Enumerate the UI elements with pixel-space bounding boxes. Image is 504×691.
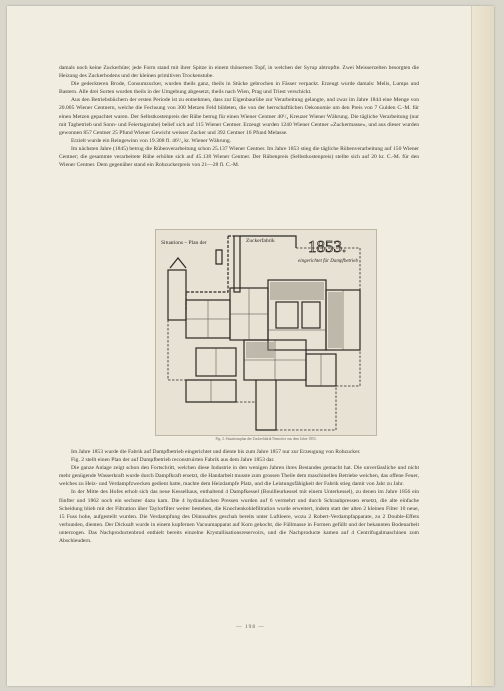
lower-text-block — [59, 448, 419, 545]
paragraph: Aus den Betriebsbüchern der ersten Periode ist zu entnehmen, dass zur Eigenbaurübe zur Verarbeitung gelangte, und zwar im Jahre 1844 eine Menge von 20.005 Wiener Centnern, welche die Fechsung von 300 Metzen Feld bildeten, die von der herrschaftlichen Oekonomie um den Preis von 7 Gulden C.-M. für einen Metzen gepachtet waren. Der Selbstkostenpreis der Rübe betrug für einen Wiener Centner 40¹/₄ Kreuzer Wiener Währung. Die tägliche Verarbeitung (nur mit Tagbetrieb und Sonn- und Feiertagsruhe) belief sich auf 115 Wiener Centner. Erzeugt wurden 1240 Wiener Centner »Zuckermasse«, und aus dieser wurden gewonnen 857 Centner 25 Pfund Wiener Gewicht weisser Zucker und 392 Centner 16 Pfund Melasse. — [59, 97, 419, 136]
plan-label-left: Situations – Plan der — [161, 240, 207, 246]
page-number: — 198 — — [236, 624, 265, 630]
plan-label-center: Zuckerfabrik — [246, 238, 275, 244]
paragraph: Die gedeckteren Brode, Consumzucker, wurden theils ganz, theils in Stücke gebrochen in Fässer verpackt. Erzeugt wurde damals: Melis, Lumps und Bastern. Alle drei Sorten wurden theils in der Umgebung abgesetzt, theils nach Wien, Prag und Triest verschickt. — [59, 81, 419, 96]
figure-caption: Fig. 2. Situationsplan der Zuckerfabrik Nemotice aus dem Jahre 1853. — [215, 437, 317, 441]
page-sheet — [7, 6, 494, 686]
plan-year: 1853. — [308, 237, 347, 256]
paragraph: damals noch keine Zuckerhüte; jede Form stand mit ihrer Spitze in einem thönernen Topf, in welchen der Syrup abtropfte. Zwei Meisserzelten besorgten die Heizung des Zuckerbodens und der kleinen primitiven Trockenstube. — [59, 65, 419, 80]
plan-subtitle: eingerichtet für Dampfbetrieb — [298, 259, 358, 264]
paragraph: Im Jahre 1853 wurde die Fabrik auf Dampfbetrieb eingerichtet und diente bis zum Jahre 1857 nur zur Erzeugung von Rohzucker. — [71, 449, 361, 455]
factory-plan-drawing — [156, 230, 376, 435]
paragraph: Im nächsten Jahre (1845) betrug die Rübenverarbeitung schon 25.137 Wiener Centner. Im Jahre 1853 stieg die tägliche Rübenverarbeitung auf 150 Wiener Centner; die gesammte verarbeitete Rübe erhöhte sich auf 45.138 Wiener Centner. Der Rübenpreis (Selbstkostenpreis) stellte sich auf 20 kr. C.-M. für den Wiener Centner. Dem gegenüber stand ein Rohzuckerpreis von 21—28 fl. C.-M. — [59, 145, 419, 169]
paragraph: Erzielt wurde ein Reingewinn von 19.308 fl. 46¹/₄ kr. Wiener Währung. — [71, 137, 232, 144]
paragraph: Fig. 2 stellt einen Plan der auf Dampfbetrieb reconstruirten Fabrik aus dem Jahre 1853 dar. — [71, 457, 275, 464]
paragraph: Die ganze Anlage zeigt schon den Fortschritt, welchen diese Industrie in den wenigen Jahren ihres Bestandes gemacht hat. Die unverlässliche und nicht mehr genügende Wasserkraft wurde durch Dampfkraft ersetzt, die Handarbeit musste zum grossen Theile dem maschinellen Betriebe weichen, das offene Feuer, welches zu Heiz- und Verdampfzwecken gedient hatte, machte dem Heizdampfe Platz, und die Leistungsfähigkeit der Fabrik stieg damit von Jahr zu Jahr. — [59, 465, 419, 488]
upper-text-block — [59, 64, 419, 169]
paragraph: In der Mitte des Hofes erhob sich das neue Kesselhaus, enthaltend 4 Dampfkessel (Bouilleurkessel mit einem Unterkessel), zu denen im Jahre 1856 ein fünfter und 1862 noch ein sechster dazu kam. Die 4 hydraulischen Pressen wurden auf 6 vermehrt und durch Schraubpressen ersetzt, die alte einfache Scheidung blieb mit der Filtration über Taylorfilter weiter bestehen, die Knochenkohlefiltration wurde erweitert, indem statt der alten 2 kleinen Filter 10 neue, 15 Fuss hohe, aufgestellt wurden. Die Verdampfung des Dünnsaftes geschah bereits unter Luftleere, wozu 2 Robert-Verdampfapparate, zu 2 Double-Effets verbunden, dienten. Der Dicksaft wurde in einem kupfernen Vacuumapparat auf Korn gekocht, die Füllmasse in Formen gefüllt und der bekannten Bodenarbeit unterzogen. Das Nachproductenbrod enthielt bereits einzelne Krystallisationsreservoirs, und die Nachproducte kamen auf 4 Centrifugalmaschinen zum Abschleudern. — [59, 489, 419, 545]
factory-plan-figure — [155, 229, 377, 436]
page-edge — [471, 6, 494, 686]
